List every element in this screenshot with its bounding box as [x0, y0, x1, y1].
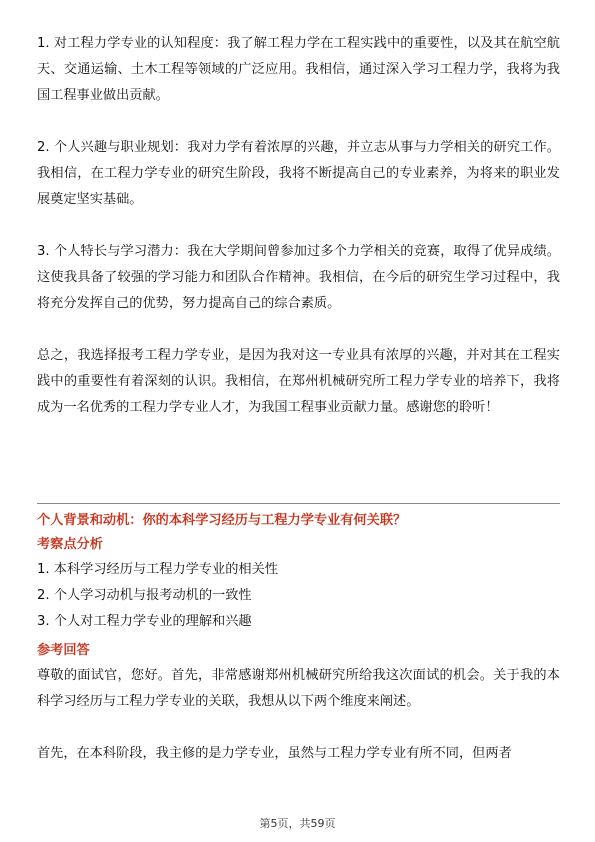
analysis-point-1: 1. 本科学习经历与工程力学专业的相关性: [37, 562, 278, 577]
section-divider: [37, 503, 560, 504]
analysis-point-3: 3. 个人对工程力学专业的理解和兴趣: [37, 614, 252, 629]
paragraph-2: 2. 个人兴趣与职业规划：我对力学有着浓厚的兴趣，并立志从事与力学相关的研究工作。我相信，在工程力学专业的研究生阶段，我将不断提高自己的专业素养，为将来的职业发展奠定坚实基础。: [37, 140, 560, 207]
answer-paragraph-1: 尊敬的面试官，您好。首先，非常感谢郑州机械研究所给我这次面试的机会。关于我的本科学习经历与工程力学专业的关联，我想从以下两个维度来阐述。: [37, 668, 560, 709]
paragraph-gap: [37, 109, 560, 135]
answer-paragraph-2: 首先，在本科阶段，我主修的是力学专业，虽然与工程力学专业有所不同，但两者: [37, 746, 512, 761]
page-number: 第5页，共59页: [259, 817, 336, 830]
paragraph-summary: 总之，我选择报考工程力学专业，是因为我对这一专业具有浓厚的兴趣，并对其在工程实践中的重要性有着深刻的认识。我相信，在郑州机械研究所工程力学专业的培养下，我将成为一名优秀的工程力学专业人才，为我国工程事业贡献力量。感谢您的聆听！: [37, 348, 560, 415]
paragraph-gap: [37, 317, 560, 343]
paragraph-1: 1. 对工程力学专业的认知程度：我了解工程力学在工程实践中的重要性，以及其在航空航天、交通运输、土木工程等领域的广泛应用。我相信，通过深入学习工程力学，我将为我国工程事业做出贡献。: [37, 36, 560, 103]
analysis-heading: 考察点分析: [37, 537, 103, 552]
body-text: [37, 31, 560, 421]
paragraph-3: 3. 个人特长与学习潜力：我在大学期间曾参加过多个力学相关的竞赛，取得了优异成绩。这使我具备了较强的学习能力和团队合作精神。我相信，在今后的研究生学习过程中，我将充分发挥自己的优势，努力提高自己的综合素质。: [37, 244, 560, 311]
paragraph-gap: [37, 213, 560, 239]
question-title: 个人背景和动机：你的本科学习经历与工程力学专业有何关联？: [37, 513, 407, 528]
interview-question-section: [37, 509, 560, 767]
paragraph-gap: [37, 715, 560, 741]
analysis-point-2: 2. 个人学习动机与报考动机的一致性: [37, 588, 252, 603]
answer-heading: 参考回答: [37, 643, 90, 658]
